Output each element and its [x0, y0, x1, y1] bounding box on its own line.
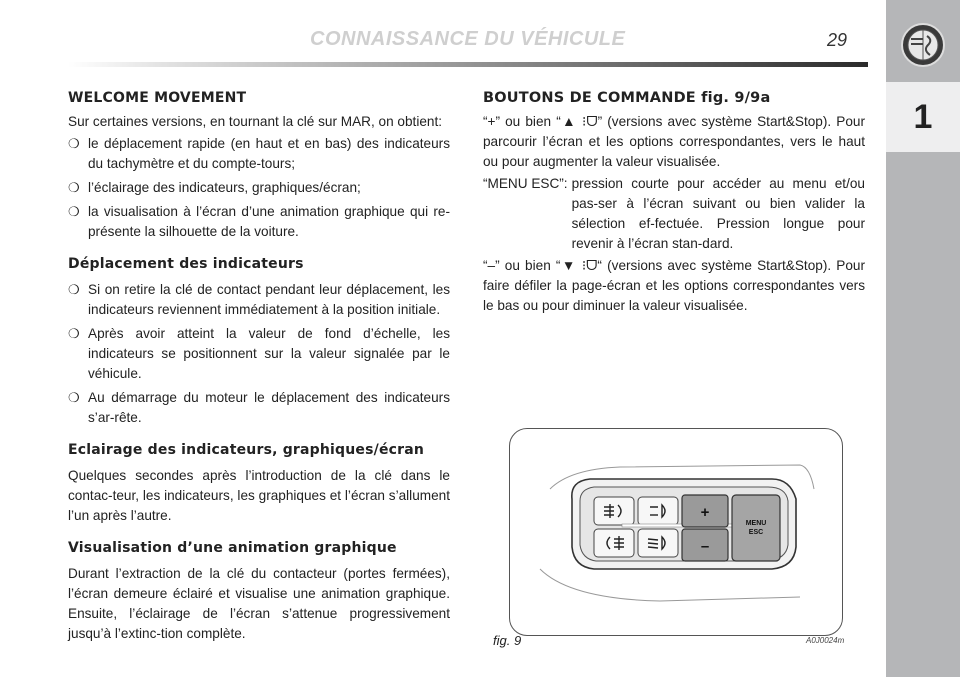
list-item: ❍ Après avoir atteint la valeur de fond d’échelle, les indicateurs se positionnent sur la valeur signalée par le véhicule.: [68, 326, 450, 381]
menu-esc-text: pression courte pour accéder au menu et/ou pas-ser à l’écran suivant ou bien valider la sélection ef-fectuée. Pression longue pour revenir à l’écran stan-dard.: [571, 176, 865, 251]
list-item: ❍ l’éclairage des indicateurs, graphiques/écran;: [68, 178, 450, 198]
bullet-circle-icon: ❍: [68, 282, 80, 297]
figure-label: fig. 9: [493, 633, 522, 648]
chapter-number-box: [886, 82, 960, 152]
brand-logo: [886, 14, 960, 76]
eclairage-text: Quelques secondes après l’introduction de la clé dans le contac-teur, les indicateurs, les graphiques et l’écran s’allument l’un après l’autre.: [68, 468, 450, 523]
figure-code: A0J0024m: [806, 636, 845, 645]
visualisation-heading: Visualisation d’une animation graphique: [68, 540, 397, 556]
figure-9-frame: [509, 428, 843, 636]
menu-esc-term: “MENU ESC”:: [483, 176, 568, 191]
menu-esc-label-line1: MENU: [745, 520, 767, 527]
eclairage-heading: Eclairage des indicateurs, graphiques/écran: [68, 442, 425, 458]
parking-light-button[interactable]: [638, 497, 678, 525]
page-number: 29: [827, 30, 848, 50]
bullet-circle-icon: ❍: [68, 136, 80, 151]
list-item: ❍ la visualisation à l’écran d’une animation graphique qui re-présente la silhouette de la voiture.: [68, 204, 450, 239]
bullet-circle-icon: ❍: [68, 204, 80, 219]
right-column: [483, 90, 865, 318]
list-item: ❍ Au démarrage du moteur le déplacement des indicateurs s’ar-rête.: [68, 390, 450, 425]
minus-button-description: “–” ou bien “▼ ⁝ᗜ“ (versions avec système Start&Stop). Pour faire défiler la page-écran et les options correspondantes vers le bas ou pour diminuer la valeur visualisée.: [483, 258, 865, 313]
plus-button-label: +: [700, 504, 710, 521]
welcome-intro: Sur certaines versions, en tournant la clé sur MAR, on obtient:: [68, 114, 443, 129]
bullet-circle-icon: ❍: [68, 390, 80, 405]
bullet-circle-icon: ❍: [68, 326, 80, 341]
minus-button-label: –: [700, 538, 710, 555]
alfa-romeo-logo-icon: [900, 22, 946, 68]
bullet-circle-icon: ❍: [68, 180, 80, 195]
deplacement-heading: Déplacement des indicateurs: [68, 256, 304, 272]
boutons-commande-heading: BOUTONS DE COMMANDE fig. 9/9a: [483, 90, 771, 106]
chapter-number: 1: [913, 97, 933, 136]
headlight-button[interactable]: [638, 529, 678, 557]
page-header-title: CONNAISSANCE DU VÉHICULE: [310, 28, 626, 50]
menu-esc-button[interactable]: [732, 495, 780, 561]
left-column: [68, 90, 450, 644]
menu-esc-label-line2: ESC: [748, 529, 764, 536]
welcome-bullet-list: [68, 134, 450, 242]
deplacement-bullet-list: [68, 280, 450, 428]
visualisation-text: Durant l’extraction de la clé du contacteur (portes fermées), l’écran demeure éclairé et visualise une animation graphique. Ensuite, l’éclairage de l’écran s’attenue progressivement jusqu’à l’extinc-tion complète.: [68, 566, 450, 641]
list-item: ❍ le déplacement rapide (en haut et en bas) des indicateurs du tachymètre et du compte-tours;: [68, 136, 450, 171]
plus-button-description: “+” ou bien “▲ ⁝ᗜ” (versions avec système Start&Stop). Pour parcourir l’écran et les options correspondantes, vers le haut ou pour augmenter la valeur visualisée.: [483, 114, 865, 169]
menu-esc-description: [483, 174, 865, 254]
control-buttons-illustration: [510, 429, 843, 636]
header-rule: [68, 62, 868, 67]
welcome-movement-heading: WELCOME MOVEMENT: [68, 90, 247, 106]
list-item: ❍ Si on retire la clé de contact pendant leur déplacement, les indicateurs reviennent immédiatement à la position initiale.: [68, 282, 450, 317]
